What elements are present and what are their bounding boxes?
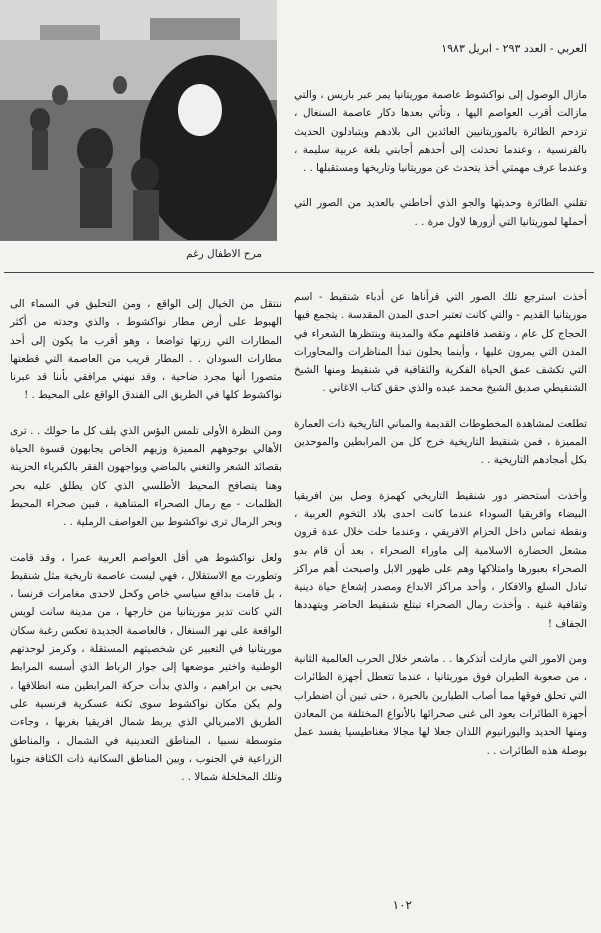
paragraph: ولعل نواكشوط هي أقل العواصم العربية عمرا ، وقد قامت وتطورت مع الاستقلال ، فهي ليست عاصمة تاريخية مثل شنقيط ، بل قامت بدافع سياسي خاص وكحل لاحدى مغامرات فرنسا ، التي كانت تدير موريتانيا من خارجها ، من مدينة سانت لويس الواقعة على نهر السنغال ، فالعاصمة الجديدة تعكس رغبة سكان موريتانيا في التعبير عن شخصيتهم المستقلة ، وكرمز لوحدتهم الوطنية واختير موضعها إلى جوار الرباط الذي أسسه المرابط يحيى بن ابراهيم ، والذي بدأت حركة المرابطين منه انطلاقها ، ولم يكن مكان نواكشوط سوى ثكنة عسكرية فرنسية على الطريق الامبريالي الذي يربط شمال افريقيا بغربها ، وجاءت متوسطة نسبيا ، المناطق التعدينية في الشمال ، والمناطق الزراعية في الجنوب ، وبين المناطق السكانية ذات الكثافة جنوبا وتلك المخلخلة شمالا . . [10, 551, 282, 784]
section-divider [4, 272, 594, 273]
right-column [294, 288, 587, 777]
children-photo-image [0, 0, 277, 240]
paragraph: تقلني الطائرة وحديثها والجو الذي أحاطني بالعديد من الصور التي أحملها لموريتانيا التي أزورها لاول مرة . . [294, 197, 587, 228]
issue-header: العربي - العدد ٢٩٣ - ابريل ١٩٨٣ [441, 42, 587, 55]
paragraph: ومن النظرة الأولى تلمس البؤس الذي يلف كل ما حولك . . ترى الأهالي بوجوههم المميزة وزيهم الخاص يجابهون قسوة الحياة بقصائد الشعر والتغني بالماضي ويواجهون الفقر بالكبرياء الحزينة وهنا يتصافح المحيط الأطلسي الذي كان يطلق عليه بحر الظلمات - مع رمال الصحراء المتناهية ، فبين صحراء المحيط وبحر الرمال ترى نواكشوط بين العواصف الرملية . . [10, 424, 282, 529]
children-photo [0, 0, 277, 241]
right-column-top [294, 86, 587, 248]
left-column [10, 295, 282, 803]
paragraph: تطلعت لمشاهدة المخطوطات القديمة والمباني التاريخية ذات العمارة المميزة ، فمن شنقيط التاريخية خرج كل من المرابطين والموحدين بكل أمجادهم التاريخية . . [294, 417, 587, 467]
paragraph: وأخذت أستحضر دور شنقيط التاريخي كهمزة وصل بين افريقيا البيضاء وافريقيا السوداء عندما كانت احدى بلاد التخوم العربية ، ونقطة تماس داخل الحزام الافريقي ، وعندما حلت خلال عدة قرون مشعل الحضارة الاسلامية إلى ماوراء الصحراء ، بعد أن قام بدو الصحراء بعبورها وامتلاكها وهم على ظهور الابل واصبحت أهم مراكز تبادل السلع والافكار ، وأحد مراكز الابداع ومصدر إشعاع حياة دينية وثقافية غنية . وأخذت رمال الصحراء تبتلع شنقيط الحاضر ويتهددها الجفاف ! [294, 489, 587, 630]
paragraph: مازال الوصول إلى نواكشوط عاصمة موريتانيا يمر عبر باريس ، والتي مازالت أقرب العواصم اليها ، وتأتي بعدها دكار عاصمة السنغال ، تزدحم الطائرة بالموريتانيين العائدين الى بلادهم ويتبادلون الحديث بالفرنسية ، وعندما تحدثت إلى أحدهم أجابني بلغة عربية سليمة ، وعندما عرف مهمتي أخذ يتحدث عن موريتانيا وتاريخها ومستقبلها . . [294, 89, 587, 175]
page-number: ١٠٢ [392, 898, 412, 912]
paragraph: ننتقل من الخيال إلى الواقع ، ومن التحليق في السماء الى الهبوط على أرض مطار نواكشوط ، والذي وجدته من أكثر المطارات التي زرتها تواضعا ، وهو أقرب ما يكون إلى أحد مطارات السودان . . المطار قريب من العاصمة التي قطعتها متصورا أنها مجرد ضاحية ، وقد نبهني مرافقي بأننا قد عبرنا نواكشوط كلها في الطريق الى الفندق الواقع على المحيط . ! [10, 298, 282, 402]
paragraph: أخذت استرجع تلك الصور التي قرأناها عن أدباء شنقيط - اسم موريتانيا القديم - والتي كانت تعتبر احدى المدن المقدسة . يتجمع فيها الحجاج كل عام ، وتقصد قافلتهم مكة والمدينة وينتظرها الشعراء في المدن التي يمرون عليها ، وأينما يحلون تبدأ المناظرات والمحاورات التي تكشف عمق الحياة الفكرية والثقافية في شنقيط ومنها الشيخ الشنقيطي صديق الشيخ محمد عبده والذي حقق كتاب الاغاني . [294, 291, 587, 395]
paragraph: ومن الامور التي مازلت أتذكرها . . ماشعر خلال الحرب العالمية الثانية ، من صعوبة الطيران فوق موريتانيا ، عندما تتعطل أجهزة الطائرات التي تحلق فوقها مما أصاب الطيارين بالحيرة ، حتى تبين أن اضطراب أجهزة الطائرات يعود الى غنى صحرائها بالأنواع المختلفة من المعادن ومنها الحديد واليورانيوم اللذان جعلا لها مجالا مغناطيسيا يفسد عمل بوصلة هذه الطائرات . . [294, 653, 587, 757]
photo-caption: مرح الاطفال رغم [186, 248, 262, 260]
